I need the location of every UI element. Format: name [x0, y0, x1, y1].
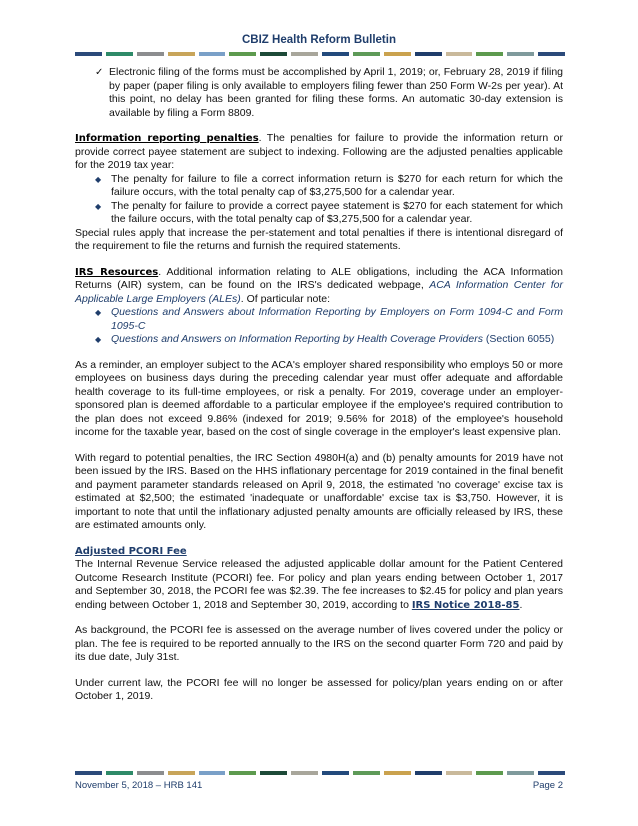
diamond-bullet-icon: ◆ — [95, 174, 102, 184]
list-item — [75, 173, 563, 200]
stripe-segment — [106, 771, 133, 775]
page-number: Page 2 — [532, 780, 563, 791]
stripe-segment — [322, 771, 349, 775]
footer-color-stripe — [75, 771, 565, 775]
section-6055-text: (Section 6055) — [482, 333, 555, 345]
irs-resources-bullet-list — [75, 306, 563, 347]
pcori-background-paragraph: As background, the PCORI fee is assessed on the average number of lives covered under the policy or plan. The fee is required to be reported annually to the IRS on the second quarter Form 720 and paid by its due date, July 31st. — [75, 624, 563, 663]
pcori-paragraph — [75, 558, 563, 612]
stripe-segment — [229, 771, 256, 775]
stripe-segment — [322, 52, 349, 56]
page-content — [75, 66, 563, 704]
stripe-segment — [384, 52, 411, 56]
filing-deadline-text: Electronic filing of the forms must be accomplished by April 1, 2019; or, February 28, 2019 if filing by paper (paper filing is only available to employers filing fewer than 250 Form W-2s per year). At this point, no delay has been granted for filing these forms. An automatic 30-day extension is available by filing a Form 8809. — [109, 66, 563, 119]
diamond-bullet-icon: ◆ — [95, 335, 102, 344]
bulletin-title: CBIZ Health Reform Bulletin — [242, 34, 396, 46]
stripe-segment — [168, 52, 195, 56]
stripe-segment — [229, 52, 256, 56]
stripe-segment — [291, 52, 318, 56]
stripe-segment — [137, 771, 164, 775]
page-footer — [75, 780, 563, 791]
stripe-segment — [168, 771, 195, 775]
penalty-bullet-text: The penalty for failure to file a correct information return is $270 for each return for which the failure occurs, with the total penalty cap of $3,275,500 for a calendar year. — [111, 172, 563, 198]
irs-resources-heading: IRS Resources — [75, 266, 159, 278]
stripe-segment — [415, 52, 442, 56]
pcori-heading: Adjusted PCORI Fee — [75, 545, 187, 557]
reminder-paragraph: As a reminder, an employer subject to the ACA's employer shared responsibility who employs 50 or more employees on business days during the preceding calendar year must offer adequate and affordable health coverage to its full-time employees, or risk a penalty. For 2019, coverage under an employer-sponsored plan is deemed affordable to a particular employee if the employee's required contribution to the plan does not exceed 9.86% (indexed for 2019; 9.56% for 2018) of the employee's household income for the taxable year, based on the cost of single coverage in the employer's least expensive plan. — [75, 358, 563, 438]
irs-resources-paragraph — [75, 266, 563, 307]
potential-penalties-paragraph: With regard to potential penalties, the IRC Section 4980H(a) and (b) penalty amounts for 2019 have not been issued by the IRS. Based on the HHS inflationary percentage for 2019 contained in the final benefit and payment parameter standards released on April 9, 2018, the estimated 'no coverage' excise tax is estimated at $2,500; the estimated 'inadequate or unaffordable' excise tax is $3,750. However, it is important to note that until the inflationary adjusted penalty amounts are officially released by IRS, these are estimated amounts only. — [75, 451, 563, 531]
special-rules-text: Special rules apply that increase the per-statement and total penalties if there is intentional disregard of the requirement to file the returns and furnish the required statements. — [75, 226, 563, 252]
stripe-segment — [106, 52, 133, 56]
pcori-text: The Internal Revenue Service released the adjusted applicable dollar amount for the Patient Centered Outcome Research Institute (PCORI) fee. For policy and plan years ending between October 1, 2017 and September 30, 2018, the PCORI fee was $2.39. The fee increases to $2.45 for policy and plan years ending between October 1, 2018 and September 30, 2019, according to — [75, 558, 563, 611]
penalties-bullet-list — [75, 173, 563, 227]
ale-information-center-link[interactable]: ACA Information Center for Applicable Large Employers (ALEs) — [75, 279, 563, 305]
stripe-segment — [507, 771, 534, 775]
stripe-segment — [260, 52, 287, 56]
irs-resources-text-after: . Of particular note: — [240, 292, 331, 305]
list-item — [75, 306, 563, 333]
list-item — [75, 200, 563, 227]
stripe-segment — [476, 771, 503, 775]
stripe-segment — [199, 771, 226, 775]
filing-deadline-item — [75, 66, 563, 120]
stripe-segment — [415, 771, 442, 775]
list-item — [75, 333, 563, 347]
stripe-segment — [446, 52, 473, 56]
irs-notice-link[interactable]: IRS Notice 2018-85 — [411, 599, 520, 611]
diamond-bullet-icon: ◆ — [95, 308, 102, 317]
penalties-intro: . The penalties for failure to provide the information return or provide correct payee statement are subject to indexing. Following are the adjusted penalties applicable for the 2019 tax year: — [75, 132, 563, 171]
stripe-segment — [353, 771, 380, 775]
footer-date: November 5, 2018 – HRB 141 — [75, 780, 203, 791]
header-color-stripe — [75, 52, 565, 56]
diamond-bullet-icon: ◆ — [95, 201, 102, 211]
stripe-segment — [260, 771, 287, 775]
irs-resources-text: . Additional information relating to ALE obligations, including the ACA Information Returns (AIR) system, can be found on the IRS's dedicated webpage, — [75, 265, 563, 291]
coverage-providers-qa-link[interactable]: Questions and Answers on Information Reporting by Health Coverage Providers — [111, 333, 483, 345]
stripe-segment — [75, 52, 102, 56]
penalties-heading: Information reporting penalties — [75, 133, 259, 144]
penalties-paragraph — [75, 132, 563, 173]
penalty-bullet-text: The penalty for failure to provide a correct payee statement is $270 for each statement for which the failure occurs, with the total penalty cap of $3,275,500 for a calendar year. — [111, 199, 563, 225]
stripe-segment — [353, 52, 380, 56]
stripe-segment — [538, 771, 565, 775]
stripe-segment — [384, 771, 411, 775]
form-1094c-qa-link[interactable]: Questions and Answers about Information Reporting by Employers on Form 1094-C and Form 1095-C — [111, 306, 563, 332]
checkmark-icon: ✓ — [95, 67, 104, 78]
pcori-text-after: . — [519, 598, 523, 611]
stripe-segment — [75, 771, 102, 775]
stripe-segment — [507, 52, 534, 56]
stripe-segment — [476, 52, 503, 56]
stripe-segment — [199, 52, 226, 56]
stripe-segment — [446, 771, 473, 775]
stripe-segment — [137, 52, 164, 56]
pcori-current-law-paragraph: Under current law, the PCORI fee will no longer be assessed for policy/plan years ending on or after October 1, 2019. — [75, 676, 563, 702]
stripe-segment — [538, 52, 565, 56]
stripe-segment — [291, 771, 318, 775]
